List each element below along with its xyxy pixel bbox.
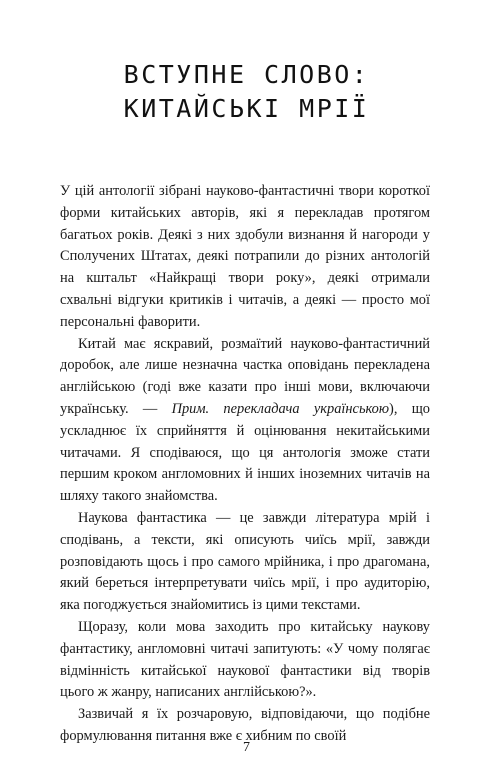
paragraph-1: У цій антології зібрані науково-фантастичні твори короткої форми китайських авторів, які я перекладав протягом багатьох років. Деякі з них здобули визнання й нагороди у Сполучених Штатах, деякі потрапили до різних антологій на кштальт «Найкращі твори року», деякі отримали схвальні відгуки критиків і читачів, а деякі — просто мої персональні фаворити. [60, 183, 430, 330]
paragraph-2-text-b: ), що ускладнює їх сприйняття й оцінювання некитайськими читачами. Я сподіваюся, що ця антологія зможе стати першим кроком англомовних й інших іноземних читачів на шляху такого знайомства. [60, 400, 431, 505]
paragraph-3: Наукова фантастика — це завжди література мрій і сподівань, а тексти, які описують чиїсь мрії, завжди розповідають щось і про самого мрійника, і про драгомана, який береться інтерпретувати чиїсь мрії, і про аудиторію, яка погоджується знайомитись із цими текстами. [60, 509, 430, 614]
chapter-title-line-1: ВСТУПНЕ СЛОВО: [123, 60, 370, 89]
body-text [60, 181, 430, 748]
chapter-title [0, 58, 493, 126]
paragraph-4: Щоразу, коли мова заходить про китайську наукову фантастику, англомовні читачі запитують: «У чому полягає відмінність китайської наукової фантастики від творів цього ж жанру, написаних англійською?». [60, 618, 430, 701]
translator-note: Прим. перекладача українською [171, 400, 390, 417]
chapter-title-line-2: КИТАЙСЬКІ МРІЇ [123, 94, 370, 123]
paragraph-2-text-a: Китай має яскравий, розмаїтий науково-фантастичний доробок, але лише незначна частка оповідань перекладена англійською (годі вже казати про інші мови, включаючи українську. — [60, 335, 430, 417]
page-number: 7 [243, 740, 250, 755]
paragraph-2 [60, 334, 430, 508]
paragraph-5: Зазвичай я їх розчаровую, відповідаючи, що подібне формулювання питання вже є хибним по своїй [60, 706, 430, 744]
